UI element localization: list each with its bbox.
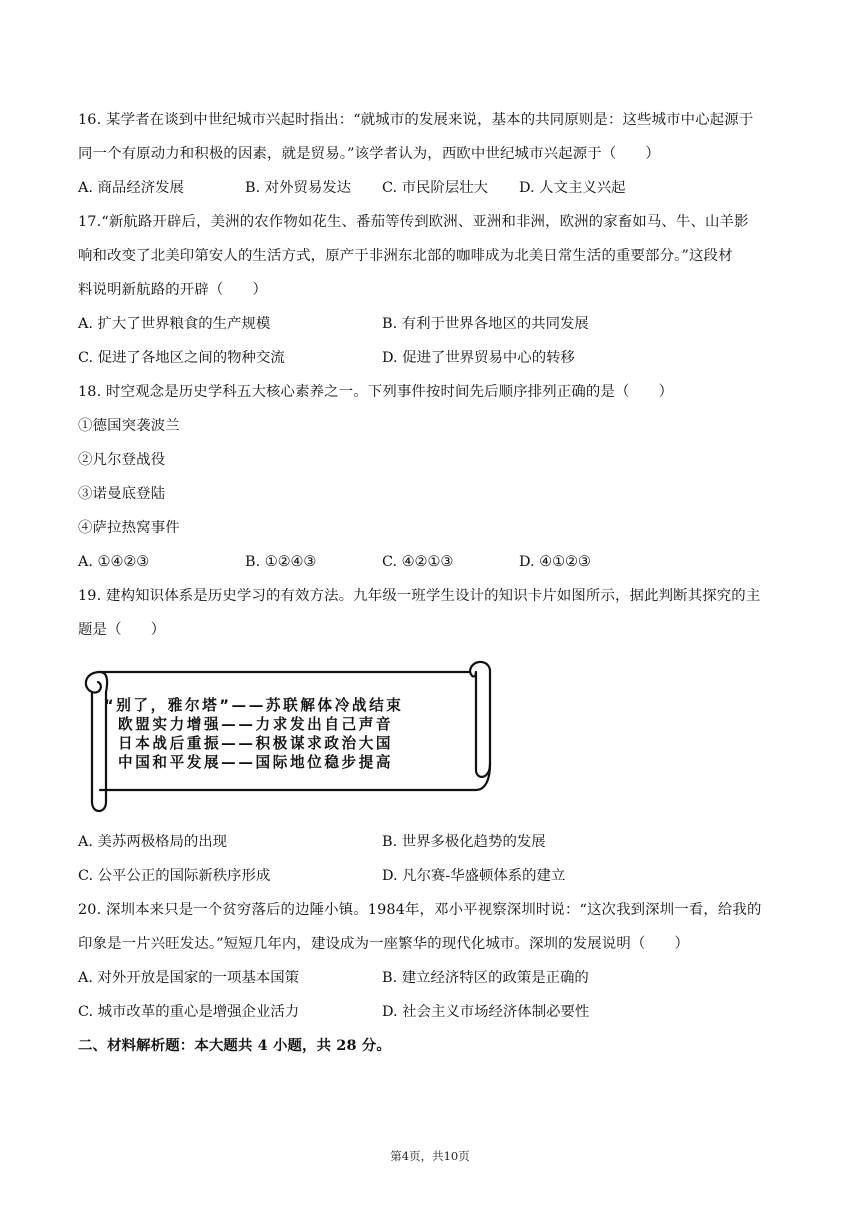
q16-option-b: B. 对外贸易发达: [245, 180, 352, 196]
q17-stem-line2: 响和改变了北美印第安人的生活方式，原产于非洲东北部的咖啡成为北美日常生活的重要部分。”这段材: [78, 248, 733, 264]
q20-option-b: B. 建立经济特区的政策是正确的: [382, 970, 589, 986]
q18-option-c: C. ④②①③: [382, 554, 454, 570]
q19-option-b: B. 世界多极化趋势的发展: [382, 834, 546, 850]
q17-option-d: D. 促进了世界贸易中心的转移: [382, 350, 575, 366]
q20-option-a: A. 对外开放是国家的一项基本国策: [78, 970, 300, 986]
scroll-line-3: 日本战后重振——积极谋求政治大国: [118, 735, 394, 752]
q16-stem-line1: 16. 某学者在谈到中世纪城市兴起时指出：“就城市的发展来说，基本的共同原则是：这些城市中心起源于: [78, 112, 754, 128]
q20-option-c: C. 城市改革的重心是增强企业活力: [78, 1004, 300, 1020]
q16-option-c: C. 市民阶层壮大: [382, 180, 488, 196]
q18-option-a: A. ①④②③: [78, 554, 150, 570]
q20-option-d: D. 社会主义市场经济体制必要性: [382, 1004, 590, 1020]
q17-option-a: A. 扩大了世界粮食的生产规模: [78, 316, 271, 332]
q16-option-d: D. 人文主义兴起: [519, 180, 626, 196]
q17-option-b: B. 有利于世界各地区的共同发展: [382, 316, 589, 332]
q19-stem-line2: 题是（ ）: [78, 622, 166, 638]
q17-stem-line3: 料说明新航路的开辟（ ）: [78, 282, 268, 298]
q17-stem-line1: 17.“新航路开辟后，美洲的农作物如花生、番茄等传到欧洲、亚洲和非洲，欧洲的家畜如马、牛、山羊影: [78, 214, 749, 230]
q18-event-2: ②凡尔登战役: [78, 452, 166, 468]
q19-option-c: C. 公平公正的国际新秩序形成: [78, 868, 271, 884]
page-number: 第4页，共10页: [390, 1149, 470, 1163]
q18-event-4: ④萨拉热窝事件: [78, 520, 180, 536]
scroll-line-4: 中国和平发展——国际地位稳步提高: [118, 754, 394, 771]
q18-stem: 18. 时空观念是历史学科五大核心素养之一。下列事件按时间先后顺序排列正确的是（ ）: [78, 384, 674, 400]
q18-option-d: D. ④①②③: [519, 554, 591, 570]
q20-stem-line1: 20. 深圳本来只是一个贫穷落后的边陲小镇。1984年，邓小平视察深圳时说：“这次我到深圳一看，给我的: [78, 902, 762, 918]
q19-stem-line1: 19. 建构知识体系是历史学习的有效方法。九年级一班学生设计的知识卡片如图所示，据此判断其探究的主: [78, 588, 761, 604]
q17-option-c: C. 促进了各地区之间的物种交流: [78, 350, 285, 366]
q16-option-a: A. 商品经济发展: [78, 180, 184, 196]
q18-option-b: B. ①②④③: [245, 554, 317, 570]
q20-stem-line2: 印象是一片兴旺发达。”短短几年内，建设成为一座繁华的现代化城市。深圳的发展说明（ ）: [78, 936, 690, 952]
q18-event-3: ③诺曼底登陆: [78, 486, 166, 502]
q18-event-1: ①德国突袭波兰: [78, 418, 180, 434]
scroll-line-1: “别了，雅尔塔”——苏联解体冷战结束: [104, 697, 404, 714]
knowledge-card-scroll: [78, 652, 494, 818]
q19-option-d: D. 凡尔赛-华盛顿体系的建立: [382, 868, 566, 884]
q19-option-a: A. 美苏两极格局的出现: [78, 834, 228, 850]
section-2-heading: 二、材料解析题：本大题共 4 小题，共 28 分。: [78, 1037, 391, 1054]
q16-stem-line2: 同一个有原动力和积极的因素，就是贸易。”该学者认为，西欧中世纪城市兴起源于（ ）: [78, 146, 660, 162]
scroll-line-2: 欧盟实力增强——力求发出自己声音: [118, 716, 394, 733]
